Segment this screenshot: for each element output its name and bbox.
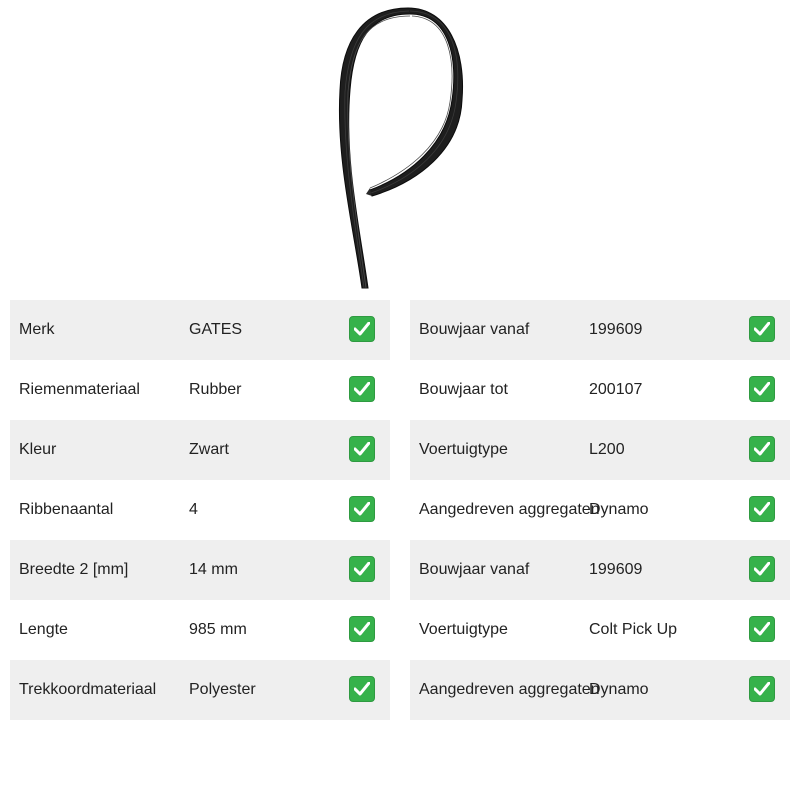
check-icon: [349, 376, 375, 402]
spec-value: Zwart: [189, 441, 229, 458]
check-icon: [749, 676, 775, 702]
spec-row: [410, 360, 790, 420]
spec-row: [10, 300, 390, 360]
spec-value: Rubber: [189, 381, 242, 398]
spec-row: [10, 540, 390, 600]
spec-label: Aangedreven aggregaten: [419, 501, 600, 518]
spec-value: 4: [189, 501, 198, 518]
spec-label: Bouwjaar vanaf: [419, 561, 530, 578]
spec-row: [10, 360, 390, 420]
check-icon: [749, 376, 775, 402]
spec-value: L200: [589, 441, 625, 458]
spec-value: 200107: [589, 381, 643, 398]
check-icon: [749, 496, 775, 522]
spec-table-left: [10, 300, 390, 720]
spec-label: Ribbenaantal: [19, 501, 114, 518]
spec-value: Dynamo: [589, 501, 649, 518]
spec-value: GATES: [189, 321, 243, 338]
spec-row: [410, 420, 790, 480]
spec-row: [410, 300, 790, 360]
v-ribbed-belt-icon: [300, 0, 500, 290]
spec-row: [410, 480, 790, 540]
check-icon: [349, 556, 375, 582]
check-icon: [749, 436, 775, 462]
spec-label: Bouwjaar vanaf: [419, 321, 530, 338]
check-icon: [349, 616, 375, 642]
check-icon: [349, 676, 375, 702]
spec-table-right: [410, 300, 790, 720]
spec-row: [10, 480, 390, 540]
spec-row: [10, 420, 390, 480]
spec-label: Bouwjaar tot: [419, 381, 508, 398]
spec-value: 14 mm: [189, 561, 238, 578]
spec-row: [410, 540, 790, 600]
spec-value: 199609: [589, 561, 643, 578]
check-icon: [749, 316, 775, 342]
spec-value: Colt Pick Up: [589, 621, 678, 638]
check-icon: [349, 316, 375, 342]
spec-label: Voertuigtype: [419, 621, 508, 638]
spec-label: Merk: [19, 321, 55, 338]
check-icon: [749, 616, 775, 642]
spec-value: Dynamo: [589, 681, 649, 698]
check-icon: [349, 436, 375, 462]
check-icon: [349, 496, 375, 522]
spec-value: Polyester: [189, 681, 256, 698]
product-image-v-ribbed-belt: [300, 0, 500, 290]
check-icon: [749, 556, 775, 582]
spec-row: [410, 600, 790, 660]
spec-row: [10, 660, 390, 720]
spec-row: [10, 600, 390, 660]
spec-label: Breedte 2 [mm]: [19, 561, 129, 578]
spec-label: Lengte: [19, 621, 68, 638]
spec-value: 199609: [589, 321, 643, 338]
spec-value: 985 mm: [189, 621, 247, 638]
spec-label: Voertuigtype: [419, 441, 508, 458]
spec-label: Kleur: [19, 441, 57, 458]
spec-row: [410, 660, 790, 720]
spec-label: Trekkoordmateriaal: [19, 681, 157, 698]
spec-label: Aangedreven aggregaten: [419, 681, 600, 698]
spec-label: Riemenmateriaal: [19, 381, 140, 398]
